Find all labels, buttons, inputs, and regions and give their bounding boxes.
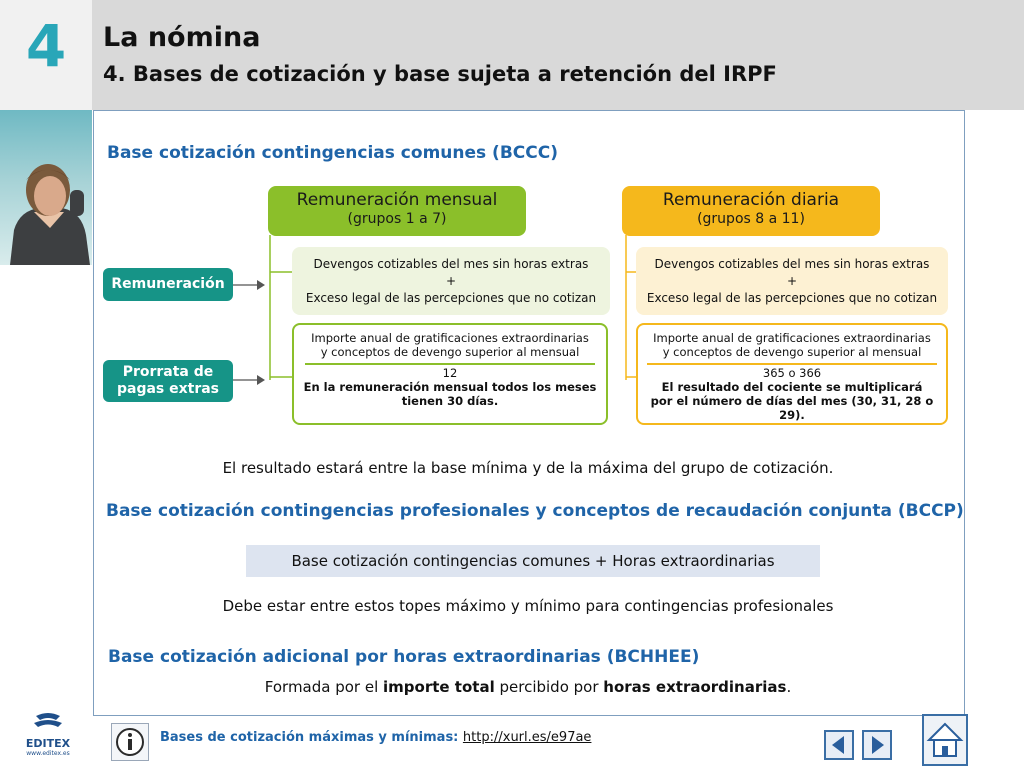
pill-prorrata-line1: Prorrata de [122,364,214,380]
bchhee-text-part3: . [786,678,792,696]
diaria-header [622,186,880,236]
mensual-devengos-plus: + [445,274,457,288]
bccc-result-text: El resultado estará entre la base mínima y de la máxima del grupo de cotización. [222,459,834,477]
pill-prorrata [103,360,233,402]
diaria-devengos-line2: Exceso legal de las percepciones que no cotizan [646,291,938,305]
page-title: La nómina [103,22,261,53]
mensual-importe-box [292,323,608,425]
bccp-note: Debe estar entre estos topes máximo y mínimo para contingencias profesionales [222,597,834,615]
mensual-importe-line2: y conceptos de devengo superior al mensual [320,345,580,359]
next-slide-button[interactable] [862,730,892,760]
footer-info [160,730,591,745]
bccp-title: Base cotización contingencias profesionales y conceptos de recaudación conjunta (BCCP) [106,501,964,521]
mensual-importe-line1: Importe anual de gratificaciones extraordinarias [311,331,589,345]
editex-logo-text: EDITEX [25,737,71,750]
diaria-devengos-line1: Devengos cotizables del mes sin horas extras [654,257,930,271]
diaria-note-line1: El resultado del cociente se multiplicará [661,380,923,394]
mensual-fraction-bar [305,363,595,365]
mensual-note-line1: En la remuneración mensual todos los meses [303,380,597,394]
bccc-title: Base cotización contingencias comunes (BCCC) [107,143,558,163]
home-button[interactable] [922,714,968,766]
footer-info-label: Bases de cotización máximas y mínimas: [160,730,459,745]
chapter-number: 4 [25,12,67,80]
editex-logo [18,712,78,764]
bccp-formula-box: Base cotización contingencias comunes + Horas extraordinarias [246,545,820,577]
bchhee-text-part1: Formada por el [264,678,384,696]
diaria-importe-line1: Importe anual de gratificaciones extraordinarias [653,331,931,345]
bchhee-text-part2: percibido por [494,678,604,696]
bchhee-title: Base cotización adicional por horas extraordinarias (BCHHEE) [108,647,700,667]
pill-remuneracion: Remuneración [103,268,233,301]
diaria-devengos-box [636,247,948,315]
person-photo [0,110,92,265]
mensual-note-line2: tienen 30 días. [401,394,499,408]
info-button[interactable] [111,723,149,761]
footer-rule [93,715,964,716]
pill-prorrata-line2: pagas extras [116,381,220,397]
bchhee-text-bold1: importe total [383,678,495,696]
mensual-header-title: Remuneración mensual [296,190,498,210]
diaria-importe-line2: y conceptos de devengo superior al mensual [662,345,922,359]
triangle-right-icon [864,732,890,758]
mensual-header-sub: (grupos 1 a 7) [347,211,447,227]
footer-info-link[interactable]: http://xurl.es/e97ae [462,730,592,745]
diaria-header-title: Remuneración diaria [662,190,840,210]
page-subtitle: 4. Bases de cotización y base sujeta a retención del IRPF [103,62,777,86]
diaria-header-sub: (grupos 8 a 11) [697,211,805,227]
header-bar [92,0,1024,110]
triangle-left-icon [826,732,852,758]
diaria-importe-box [636,323,948,425]
mensual-devengos-line2: Exceso legal de las percepciones que no cotizan [305,291,597,305]
diaria-devengos-plus: + [786,274,798,288]
bchhee-text-bold2: horas extraordinarias [603,678,787,696]
mensual-header [268,186,526,236]
mensual-devengos-line1: Devengos cotizables del mes sin horas extras [313,257,589,271]
diaria-note-line2: por el número de días del mes (30, 31, 28 o 29). [650,394,934,422]
info-icon [112,724,148,760]
diaria-fraction-bar [647,363,937,365]
prev-slide-button[interactable] [824,730,854,760]
home-icon [924,716,966,764]
editex-logo-url: www.editex.es [26,750,70,757]
editex-logo-icon [28,712,68,734]
mensual-denominator: 12 [442,366,458,380]
mensual-devengos-box [292,247,610,315]
diaria-denominator: 365 o 366 [762,366,822,380]
bchhee-text [93,678,963,696]
